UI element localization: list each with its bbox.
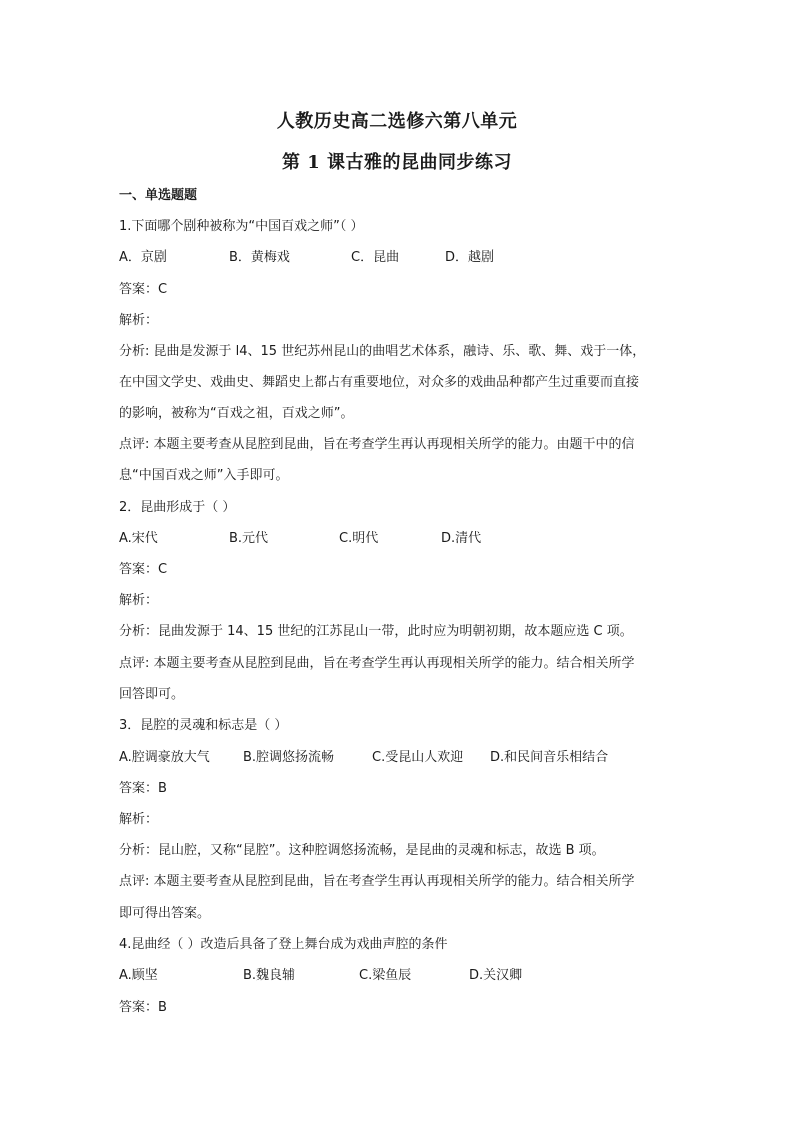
document-subtitle: 第 1 课古雅的昆曲同步练习	[281, 152, 513, 173]
comment-text: 即可得出答案。	[119, 906, 211, 921]
question-option: C.受昆山人欢迎	[372, 750, 464, 765]
comment-text: 息“中国百戏之师”入手即可。	[119, 468, 289, 483]
question-stem: 4.昆曲经（ ）改造后具备了登上舞台成为戏曲声腔的条件	[119, 937, 448, 952]
analysis-text: 的影响，被称为“百戏之祖，百戏之师”。	[119, 406, 354, 421]
analysis-text: 在中国文学史、戏曲史、舞蹈史上都占有重要地位，对众多的戏曲品种都产生过重要而直接	[119, 375, 640, 390]
question-stem: 2．昆曲形成于（ ）	[119, 500, 236, 515]
question-option: C.明代	[339, 531, 379, 546]
question-option: A.宋代	[119, 531, 158, 546]
comment-text: 点评: 本题主要考查从昆腔到昆曲，旨在考查学生再认再现相关所学的能力。结合相关所学	[119, 656, 635, 671]
analysis-label: 解析：	[119, 313, 159, 328]
question-option: B．黄梅戏	[229, 250, 290, 265]
document-title: 人教历史高二选修六第八单元	[276, 111, 518, 132]
question-option: D.关汉卿	[469, 968, 523, 983]
comment-text: 回答即可。	[119, 687, 185, 702]
answer-text: 答案：B	[119, 1000, 167, 1015]
analysis-text: 分析: 昆曲是发源于 l4、15 世纪苏州昆山的曲唱艺术体系，融诗、乐、歌、舞、戏于一体，	[119, 344, 646, 359]
question-option: C．昆曲	[351, 250, 400, 265]
analysis-label: 解析：	[119, 812, 159, 827]
question-stem: 1.下面哪个剧种被称为“中国百戏之师”（ ）	[119, 219, 364, 234]
analysis-text: 分析：昆曲发源于 14、15 世纪的江苏昆山一带，此时应为明朝初期，故本题应选 C 项。	[119, 624, 633, 639]
question-option: B.魏良辅	[243, 968, 296, 983]
question-option: D．越剧	[445, 250, 495, 265]
analysis-text: 分析：昆山腔，又称“昆腔”。这种腔调悠扬流畅，是昆曲的灵魂和标志，故选 B 项。	[119, 843, 605, 858]
question-option: D.和民间音乐相结合	[490, 750, 609, 765]
question-option: B.元代	[229, 531, 269, 546]
comment-text: 点评: 本题主要考查从昆腔到昆曲，旨在考查学生再认再现相关所学的能力。由题干中的信	[119, 437, 635, 452]
question-option: A.腔调豪放大气	[119, 750, 210, 765]
answer-text: 答案：B	[119, 781, 167, 796]
question-option: A.顾坚	[119, 968, 158, 983]
question-option: D.清代	[441, 531, 482, 546]
question-option: B.腔调悠扬流畅	[243, 750, 335, 765]
section-heading: 一、单选题题	[119, 188, 198, 203]
answer-text: 答案：C	[119, 282, 168, 297]
analysis-label: 解析：	[119, 593, 159, 608]
question-option: A．京剧	[119, 250, 167, 265]
question-stem: 3．昆腔的灵魂和标志是（ ）	[119, 718, 288, 733]
comment-text: 点评: 本题主要考查从昆腔到昆曲，旨在考查学生再认再现相关所学的能力。结合相关所学	[119, 874, 635, 889]
answer-text: 答案：C	[119, 562, 168, 577]
question-option: C.梁鱼辰	[359, 968, 412, 983]
